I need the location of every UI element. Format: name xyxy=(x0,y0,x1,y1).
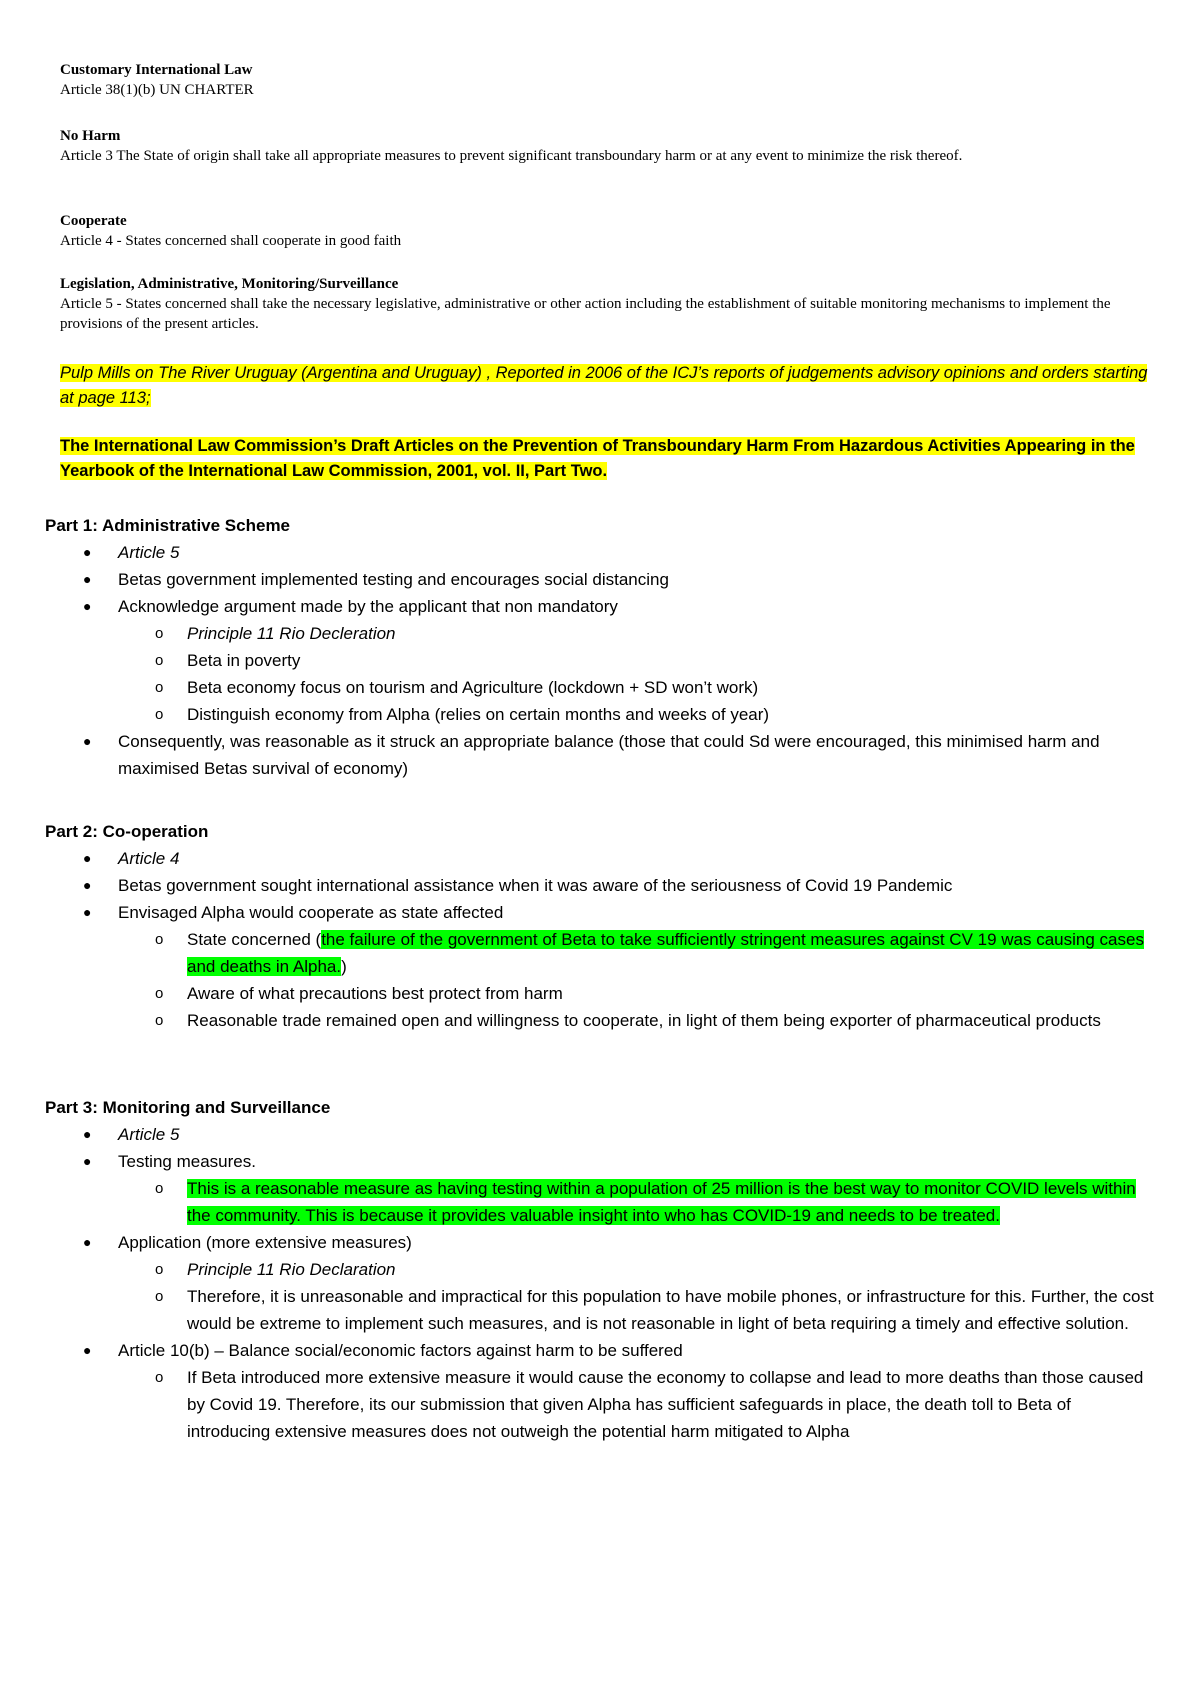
part-1-list xyxy=(45,539,1155,782)
list-item: ● Article 4 xyxy=(45,845,1155,872)
bullet: ● xyxy=(83,1153,92,1169)
sub-list-item: o Aware of what precautions best protect from harm xyxy=(118,980,1155,1007)
bullet: ● xyxy=(83,598,92,614)
list-item: ● Application (more extensive measures) o Principle 11 Rio Declaration o Therefore, it is unreasonable and impractical for this population to have mobile phones, or infrastructure for this. Further, the cost would be extreme to implement such measures, and is not reasonable in light of beta requiring a timely and effective solution. xyxy=(45,1229,1155,1337)
sub-bullet: o xyxy=(155,706,164,723)
list-item: ● Article 5 xyxy=(45,1121,1155,1148)
bullet: ● xyxy=(83,571,92,587)
section-heading: No Harm xyxy=(60,128,121,144)
sub-bullet: o xyxy=(155,985,164,1002)
section-heading: Cooperate xyxy=(60,213,127,229)
part-title: Part 3: Monitoring and Surveillance xyxy=(45,1098,331,1117)
bullet: ● xyxy=(83,877,92,893)
sub-list xyxy=(118,620,1155,728)
part-title: Part 2: Co-operation xyxy=(45,822,209,841)
sub-list-item: o Principle 11 Rio Decleration xyxy=(118,620,1155,647)
part-2 xyxy=(45,818,1155,1034)
sub-list xyxy=(118,1175,1155,1229)
part-2-list xyxy=(45,845,1155,1034)
part-title: Part 1: Administrative Scheme xyxy=(45,516,291,535)
sub-bullet: o xyxy=(155,625,164,642)
sub-list-item: o Beta economy focus on tourism and Agriculture (lockdown + SD won’t work) xyxy=(118,674,1155,701)
section-text: Article 3 The State of origin shall take all appropriate measures to prevent significant transboundary harm or at any event to minimize the risk thereof. xyxy=(60,148,963,164)
list-item: ● Envisaged Alpha would cooperate as state affected o State concerned (the failure of the government of Beta to take sufficiently stringent measures against CV 19 was causing cases and deaths in Alpha.) o Aware of what precautions best protect from harm o Reasonable trade remained open and willingness to cooperate, in light of them being exporter of pharmaceutical products xyxy=(45,899,1155,1034)
list-item: ● Article 10(b) – Balance social/economic factors against harm to be suffered o If Beta introduced more extensive measure it would cause the economy to collapse and lead to more deaths than those caused by Covid 19. Therefore, its our submission that given Alpha has sufficient safeguards in place, the death toll to Beta of introducing extensive measures does not outweigh the potential harm mitigated to Alpha xyxy=(45,1337,1155,1445)
highlighted-text: This is a reasonable measure as having testing within a population of 25 million is the best way to monitor COVID levels within the community. This is because it provides valuable insight into who has COVID-19 and needs to be treated. xyxy=(187,1179,1136,1225)
bullet: ● xyxy=(83,733,92,749)
doc-title: Customary International Law xyxy=(60,62,253,78)
citation-ilc xyxy=(60,434,1160,484)
sub-list xyxy=(118,926,1155,1034)
sub-bullet: o xyxy=(155,652,164,669)
sub-list-item: o If Beta introduced more extensive measure it would cause the economy to collapse and lead to more deaths than those caused by Covid 19. Therefore, its our submission that given Alpha has sufficient safeguards in place, the death toll to Beta of introducing extensive measures does not outweigh the potential harm mitigated to Alpha xyxy=(118,1364,1155,1445)
sub-list-item: o Reasonable trade remained open and willingness to cooperate, in light of them being exporter of pharmaceutical products xyxy=(118,1007,1155,1034)
part-1 xyxy=(45,512,1155,782)
citation-text: The International Law Commission’s Draft Articles on the Prevention of Transboundary Harm From Hazardous Activities Appearing in the Yearbook of the International Law Commission, 2001, vol. II, Part Two. xyxy=(60,437,1135,480)
sub-list-item: o Principle 11 Rio Declaration xyxy=(118,1256,1155,1283)
doc-subtitle: Article 38(1)(b) UN CHARTER xyxy=(60,82,254,98)
sub-bullet: o xyxy=(155,1369,164,1386)
sub-bullet: o xyxy=(155,1288,164,1305)
list-item: ● Betas government implemented testing and encourages social distancing xyxy=(45,566,1155,593)
part-3-list xyxy=(45,1121,1155,1445)
section-no-harm xyxy=(60,126,1120,166)
list-item: ● Consequently, was reasonable as it struck an appropriate balance (those that could Sd were encouraged, this minimised harm and maximised Betas survival of economy) xyxy=(45,728,1155,782)
list-item: ● Acknowledge argument made by the applicant that non mandatory o Principle 11 Rio Decleration o Beta in poverty o Beta economy focus on tourism and Agriculture (lockdown + SD won’t work) o Distinguish economy from Alpha (relies on certain months and weeks of year) xyxy=(45,593,1155,728)
sub-bullet: o xyxy=(155,1012,164,1029)
sub-bullet: o xyxy=(155,931,164,948)
bullet: ● xyxy=(83,544,92,560)
section-cooperate xyxy=(60,211,1120,251)
sub-list-item xyxy=(118,1175,1155,1229)
sub-bullet: o xyxy=(155,1180,164,1197)
bullet: ● xyxy=(83,850,92,866)
sub-list xyxy=(118,1256,1155,1337)
bullet: ● xyxy=(83,1234,92,1250)
part-3 xyxy=(45,1094,1155,1445)
sub-list-item: o Distinguish economy from Alpha (relies on certain months and weeks of year) xyxy=(118,701,1155,728)
sub-list-item: o Therefore, it is unreasonable and impractical for this population to have mobile phones, or infrastructure for this. Further, the cost would be extreme to implement such measures, and is not reasonable in light of beta requiring a timely and effective solution. xyxy=(118,1283,1155,1337)
citation-text: Pulp Mills on The River Uruguay (Argentina and Uruguay) , Reported in 2006 of the ICJ’s reports of judgements advisory opinions and orders starting at page 113; xyxy=(60,364,1148,407)
highlighted-text: the failure of the government of Beta to take sufficiently stringent measures against CV 19 was causing cases and deaths in Alpha. xyxy=(187,930,1144,976)
sub-bullet: o xyxy=(155,1261,164,1278)
bullet: ● xyxy=(83,1342,92,1358)
sub-list-item: o State concerned (the failure of the government of Beta to take sufficiently stringent measures against CV 19 was causing cases and deaths in Alpha.) xyxy=(118,926,1155,980)
sub-list-item: o Beta in poverty xyxy=(118,647,1155,674)
citation-pulp-mills xyxy=(60,361,1160,411)
section-legislation xyxy=(60,274,1120,334)
header xyxy=(60,60,1120,100)
section-text: Article 4 - States concerned shall cooperate in good faith xyxy=(60,233,402,249)
list-item: ● Article 5 xyxy=(45,539,1155,566)
bullet: ● xyxy=(83,1126,92,1142)
list-item: ● Betas government sought international assistance when it was aware of the seriousness of Covid 19 Pandemic xyxy=(45,872,1155,899)
sub-list xyxy=(118,1364,1155,1445)
sub-bullet: o xyxy=(155,679,164,696)
section-heading: Legislation, Administrative, Monitoring/Surveillance xyxy=(60,276,399,292)
section-text: Article 5 - States concerned shall take the necessary legislative, administrative or other action including the establishment of suitable monitoring mechanisms to implement the provisions of the present articles. xyxy=(60,296,1111,332)
bullet: ● xyxy=(83,904,92,920)
list-item: ● Testing measures. o This is a reasonable measure as having testing within a population of 25 million is the best way to monitor COVID levels within the community. This is because it provides valuable insight into who has COVID-19 and needs to be treated. xyxy=(45,1148,1155,1229)
